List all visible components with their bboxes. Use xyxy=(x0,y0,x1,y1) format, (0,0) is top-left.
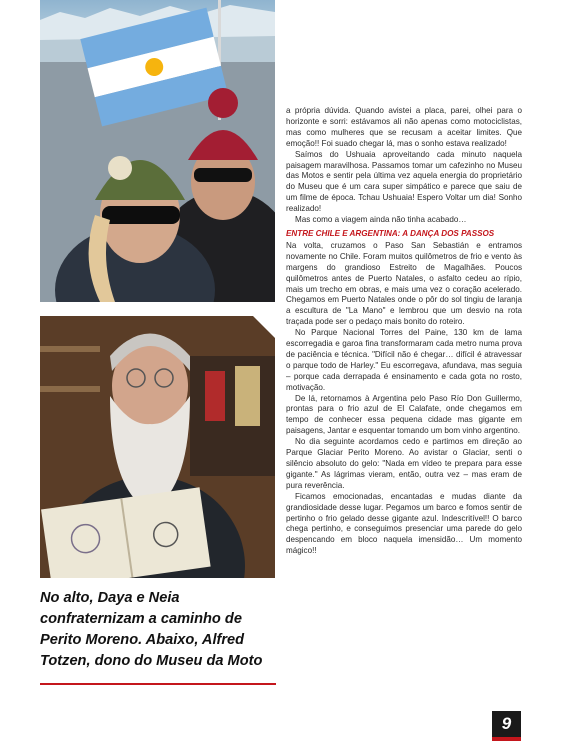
page-number-accent xyxy=(492,737,521,741)
photo-daya-neia-illustration xyxy=(40,0,275,302)
article-paragraph: No Parque Nacional Torres del Paine, 130 km de lama escorregadia e garoa fina transformaram cada metro numa prova de paciência e técnica. "Difícil não é chegar… difícil é atravessar o parque todo de Harley." Eu escorregava, afundava, mas seguia – porque cada derrapada é ensinamento e cada gota no rosto, motivação. xyxy=(286,328,522,392)
article-paragraph: De lá, retornamos à Argentina pelo Paso Río Don Guillermo, prontas para o frio azul de El Calafate, onde chegamos em tempo de conhecer essa pequena cidade mas gigante em paisagens, Jantar e esquentar tomando um bom vinho argentino. xyxy=(286,393,522,436)
article-column xyxy=(286,106,522,557)
photo-alfred-totzen xyxy=(40,316,275,578)
article-paragraph: a própria dúvida. Quando avistei a placa, parei, olhei para o horizonte e sorri: estávamos ali não apenas como motociclistas, mas como mulheres que se recusam a aceitar limites. Que emoção!! Foi suado chegar lá, mas o sonho estava realizado! xyxy=(286,106,522,148)
article-paragraph: No dia seguinte acordamos cedo e partimos em direção ao Parque Glaciar Perito Moreno. Ao avistar o Glaciar, senti o silêncio absoluto do gelo: "Nada em vídeo te prepara para esse gigante." As lágrimas vieram, então, outra vez – mas eram de pura reverência. xyxy=(286,437,522,490)
section-heading: ENTRE CHILE E ARGENTINA: A DANÇA DOS PASSOS xyxy=(286,228,495,238)
article-paragraph: Na volta, cruzamos o Paso San Sebastián e entramos novamente no Chile. Foram muitos quilômetros de frio e vento às margens do grandioso Estreito de Magalhães. Poucos quilômetros antes de Puerto Natales, o asfalto cedeu ao rípio, mais um trecho em obras, e mais uma vez o coração acelerado. Chegamos em Puerto Natales onde o pôr do sol tingiu de laranja a escultura de "La Mano" e lembrou que um desvio na rota traçada pode ser o pedaço mais bonito do roteiro. xyxy=(286,240,522,327)
photo-alfred-totzen-illustration xyxy=(40,316,275,578)
photo-daya-neia xyxy=(40,0,275,302)
article-paragraph: Saímos do Ushuaia aproveitando cada minuto naquela paisagem maravilhosa. Passamos tomar um cafezinho no Museu das Motos e sentir pela última vez aquela energia do proprietário do Museu que é um cara super simpático e parece que saiu de um filme de época. Tchau Ushuaia! Espero Voltar um dia! Sonho realizado! xyxy=(286,149,522,214)
caption-divider xyxy=(40,683,276,685)
article-paragraph: Mas como a viagem ainda não tinha acabado… xyxy=(295,215,467,225)
article-paragraph: Ficamos emocionadas, encantadas e mudas diante da grandiosidade desse lugar. Pegamos um barco e fomos sentir de pertinho o frio gelado desse gigante azul. Indescritível!! O barco chega pertinho, e conseguimos presenciar uma parede do gelo despencando em bloco naquela imensidão… Um momento mágico!! xyxy=(286,491,522,556)
page-number: 9 xyxy=(492,711,521,737)
photo-caption: No alto, Daya e Neia confraternizam a caminho de Perito Moreno. Abaixo, Alfred Totzen, dono do Museu da Moto xyxy=(40,590,263,669)
photo-corner-cut xyxy=(253,316,275,338)
